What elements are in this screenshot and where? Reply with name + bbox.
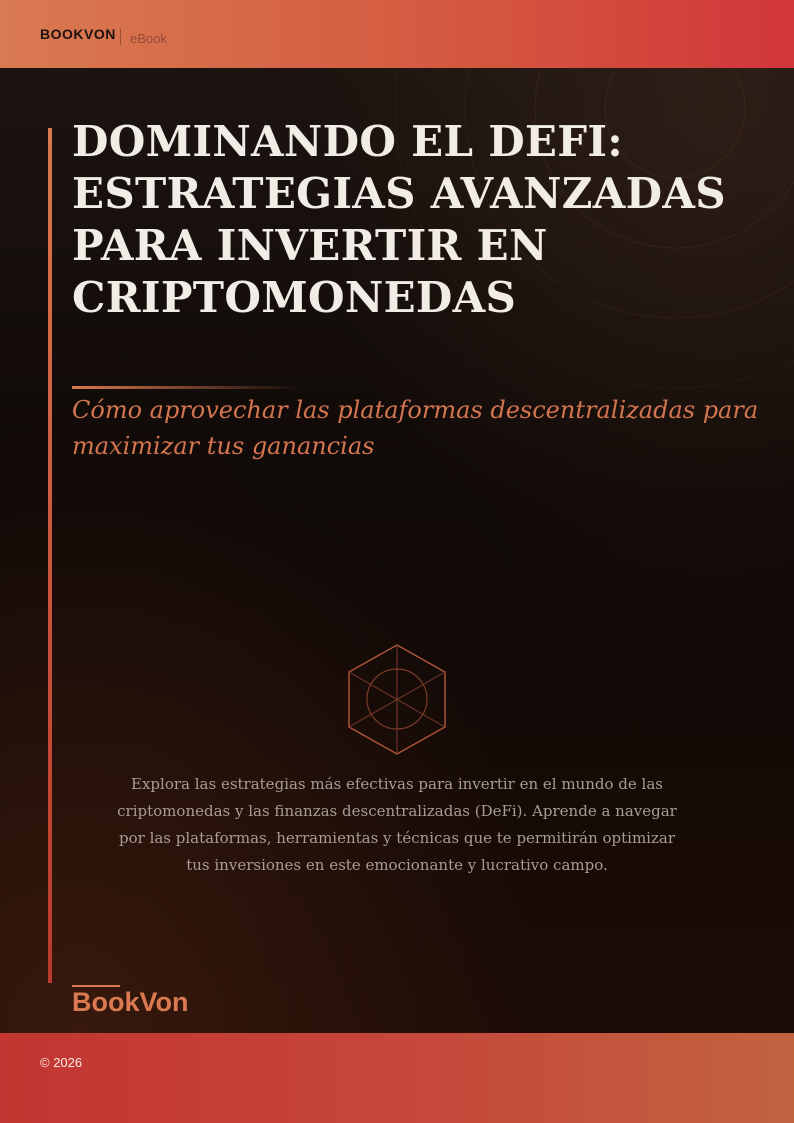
header-bar [0,0,794,68]
book-description: Explora las estrategias más efectivas para invertir en el mundo de las criptomonedas y las finanzas descentralizadas (DeFi). Aprende a navegar por las plataformas, herramientas y técnicas que te permitirán optimizar tus inversiones en este emocionante y lucrativo campo. [117,775,677,874]
accent-vertical-bar [48,128,52,983]
brand-label: eBook [130,31,167,46]
brand-logo: BOOKVON [40,26,116,42]
copyright-text: © 2026 [40,1055,83,1070]
title-divider [72,386,302,389]
cover-body [0,68,794,1033]
brand-divider [120,29,121,45]
hexagon-emblem-icon [160,640,640,760]
book-title: DOMINANDO EL DEFI: ESTRATEGIAS AVANZADAS PARA INVERTIR EN CRIPTOMONEDAS [72,117,726,322]
book-subtitle: Cómo aprovechar las plataformas descentralizadas para maximizar tus ganancias [72,396,759,460]
author-name: BookVon [72,987,189,1017]
footer-bar [0,1033,794,1123]
